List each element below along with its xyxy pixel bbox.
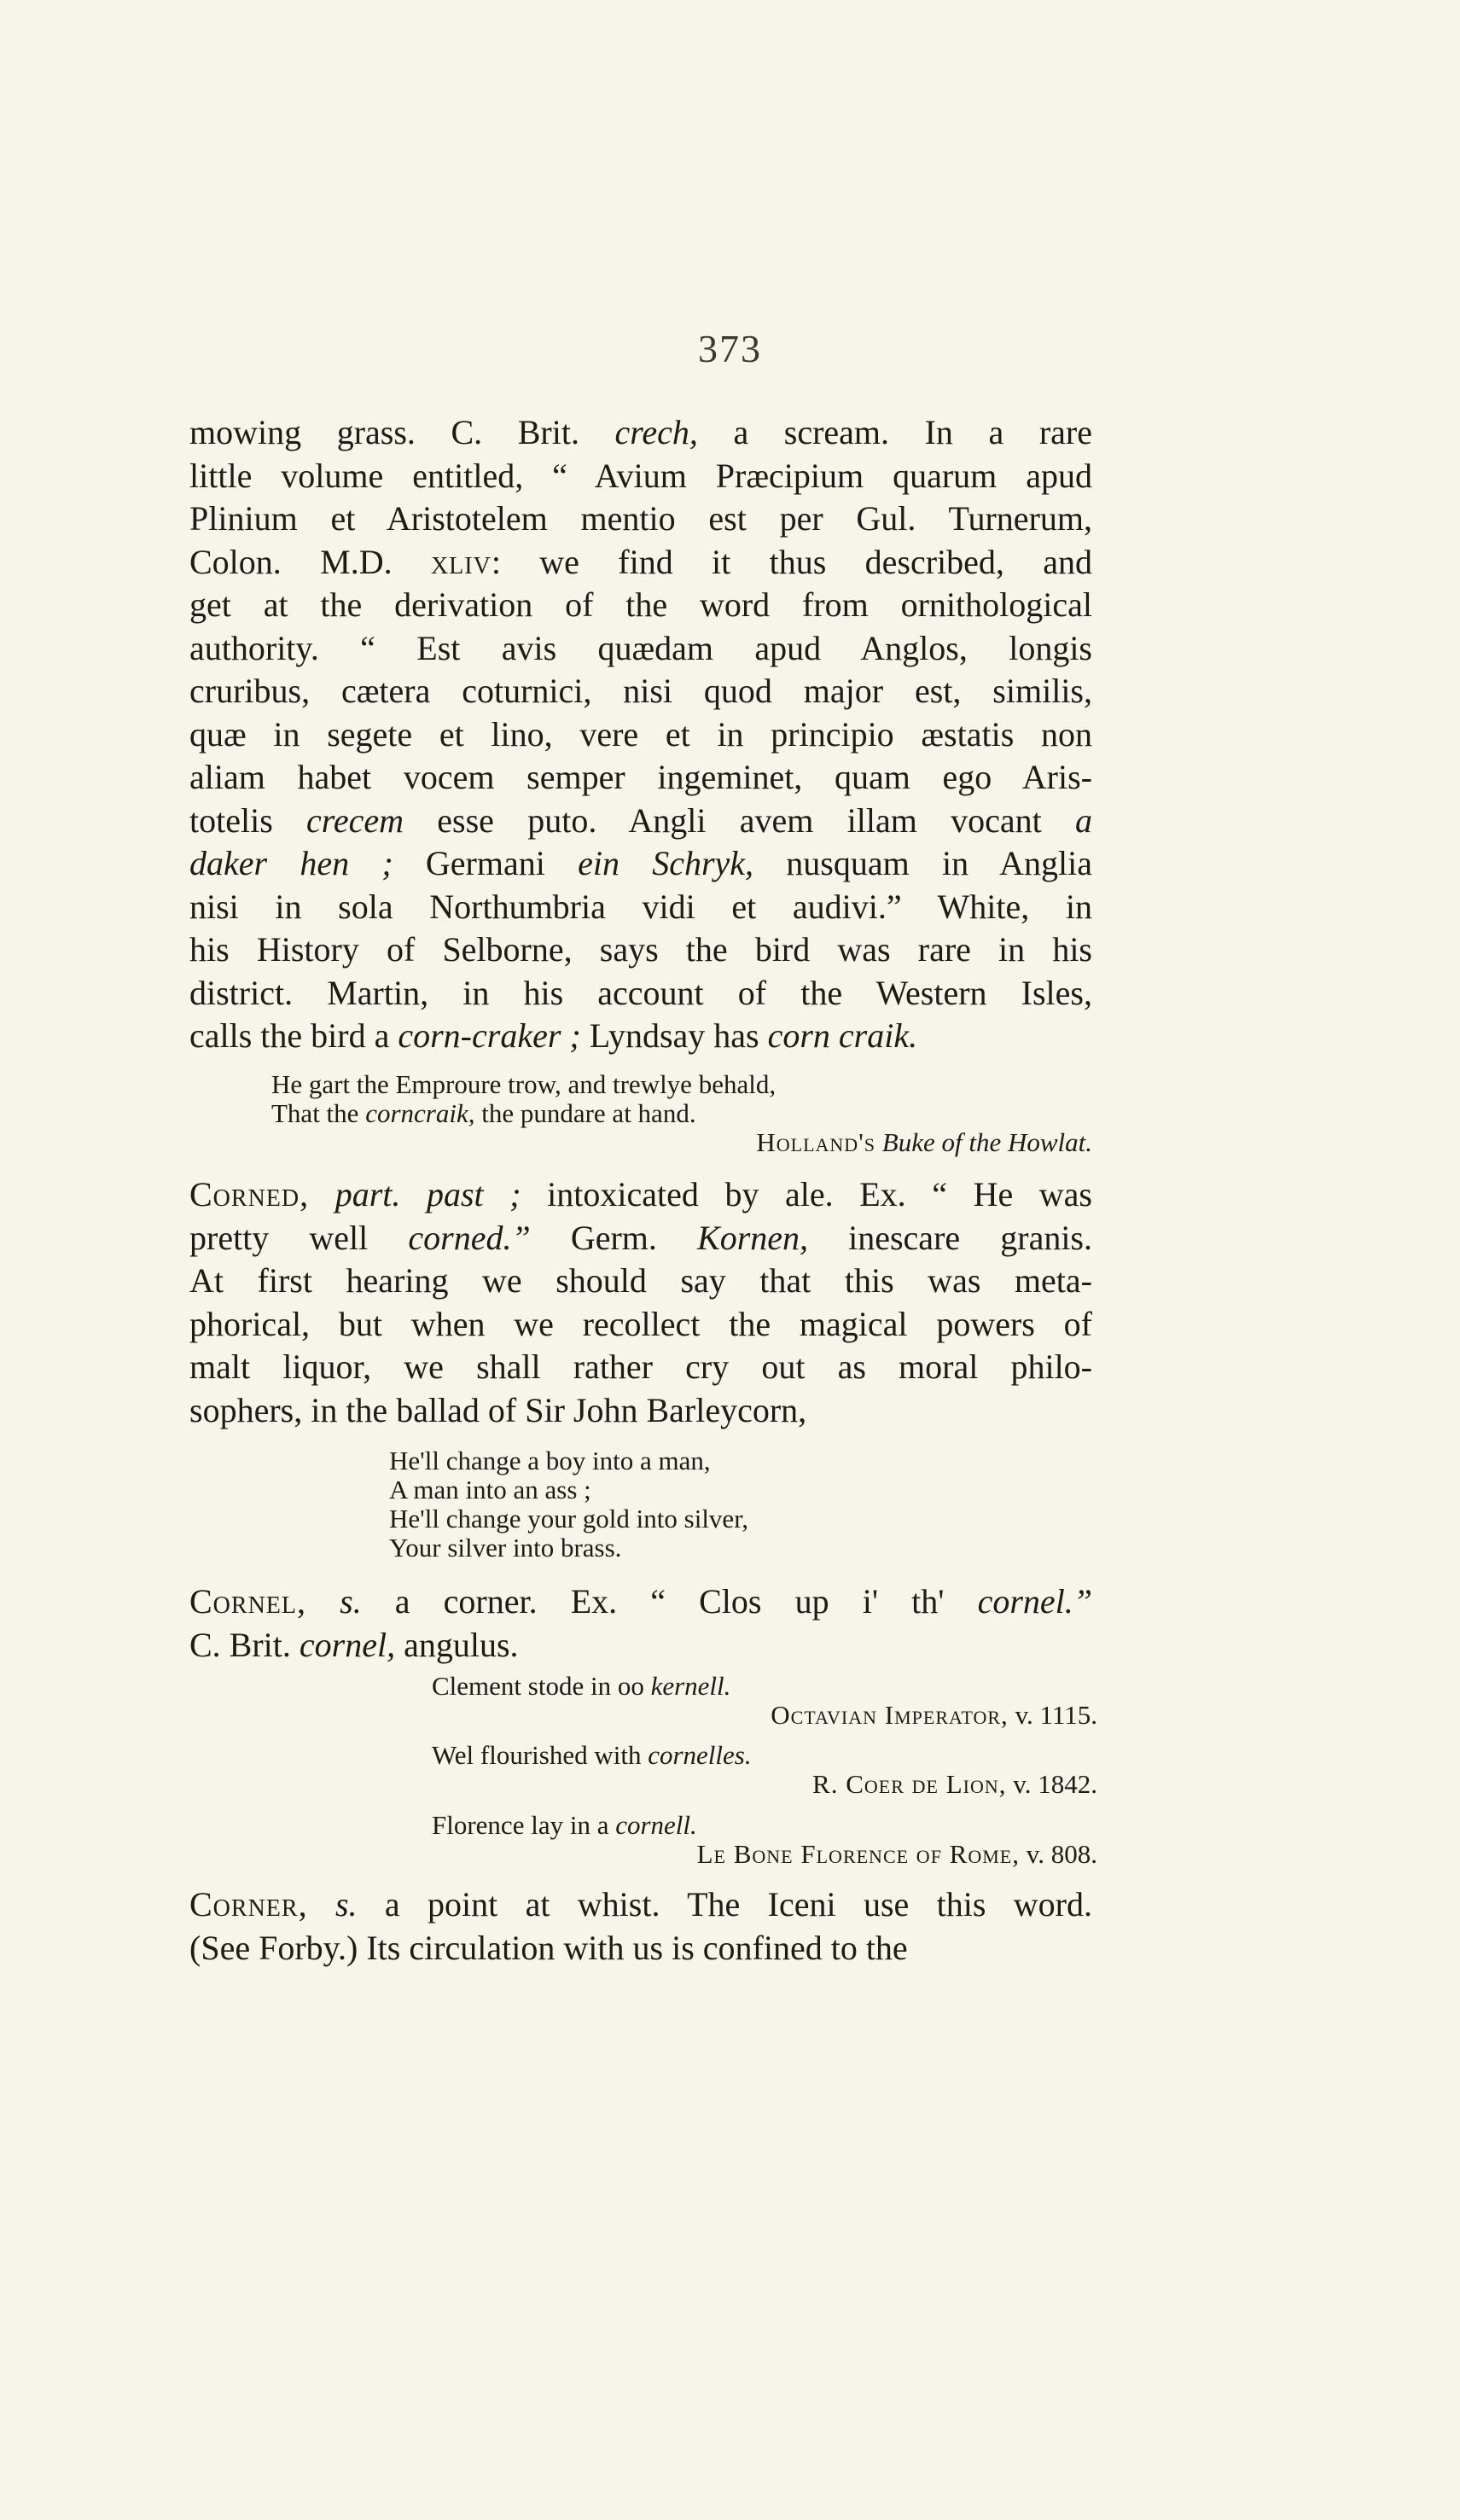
quotation-coer-de-lion: [432, 1741, 1097, 1799]
small-caps-text: Octavian Imperator,: [771, 1700, 1009, 1730]
text-line: quæ in segete et lino, vere et in principio æstatis non: [189, 714, 1092, 754]
small-caps-text: Corner,: [189, 1885, 308, 1923]
text-line: phorical, but when we recollect the magical powers of: [189, 1304, 1092, 1343]
text-line: calls the bird a corn-craker ; Lyndsay has corn craik.: [189, 1016, 918, 1055]
quote-lines: [271, 1070, 1092, 1128]
text-line: district. Martin, in his account of the Western Isles,: [189, 973, 1092, 1012]
text-line: At first hearing we should say that this was meta-: [189, 1261, 1092, 1300]
quote-source: Octavian Imperator, v. 1115.: [771, 1700, 1097, 1730]
quote-line: Clement stode in oo kernell.: [432, 1671, 731, 1701]
entry-corned: [189, 1173, 1092, 1432]
text-line: He'll change a boy into a man,: [389, 1446, 711, 1475]
text-line: sophers, in the ballad of Sir John Barleycorn,: [189, 1390, 807, 1429]
italic-text: a: [1075, 800, 1092, 840]
text-line: A man into an ass ;: [389, 1475, 591, 1504]
italic-text: ein Schryk,: [578, 844, 754, 882]
quotation-octavian: [432, 1672, 1097, 1730]
small-caps-text: Holland's: [756, 1127, 876, 1157]
text-line: his History of Selborne, says the bird was rare in his: [189, 930, 1092, 969]
small-caps-text: Cornel,: [189, 1582, 307, 1621]
text-line: mowing grass. C. Brit. crech, a scream. In a rare: [189, 413, 1092, 451]
italic-text: corncraik,: [365, 1098, 475, 1128]
italic-text: cornell.: [615, 1810, 697, 1840]
paragraph-corncrake: [189, 411, 1092, 1058]
text-line: Cornel, s. a corner. Ex. “ Clos up i' th' cornel.”: [189, 1582, 1092, 1621]
italic-text: kernell.: [650, 1671, 731, 1701]
text-line: Plinium et Aristotelem mentio est per Gul. Turnerum,: [189, 499, 1092, 538]
italic-text: cornelles.: [648, 1740, 752, 1770]
small-caps-text: Le Bone Florence of Rome,: [696, 1839, 1020, 1869]
text-line: Your silver into brass.: [389, 1533, 622, 1563]
italic-text: cornel,: [299, 1625, 396, 1664]
text-line: authority. “ Est avis quædam apud Anglos, longis: [189, 628, 1092, 667]
text-line: cruribus, cætera coturnici, nisi quod major est, similis,: [189, 672, 1092, 710]
text-line: totelis crecem esse puto. Angli avem illam vocant a: [189, 800, 1092, 840]
text-line: malt liquor, we shall rather cry out as moral philo-: [189, 1347, 1092, 1386]
italic-text: crecem: [306, 800, 404, 840]
italic-text: Kornen,: [697, 1218, 809, 1257]
small-caps-text: R. Coer de Lion,: [812, 1769, 1007, 1799]
small-caps-text: Corned,: [189, 1175, 310, 1213]
italic-text: corn-craker ;: [398, 1016, 581, 1055]
text-line: He'll change your gold into silver,: [389, 1504, 749, 1534]
text-line: That the corncraik, the pundare at hand.: [271, 1098, 696, 1128]
text-line: He gart the Emproure trow, and trewlye behald,: [271, 1069, 777, 1099]
entry-corner: [189, 1883, 1092, 1970]
text-line: little volume entitled, “ Avium Præcipium quarum apud: [189, 456, 1092, 495]
text-line: Colon. M.D. xliv: we find it thus described, and: [189, 542, 1092, 581]
italic-text: corn craik.: [767, 1016, 918, 1055]
text-line: C. Brit. cornel, angulus.: [189, 1625, 519, 1664]
italic-text: s.: [340, 1582, 362, 1621]
entry-cornel: [189, 1580, 1092, 1667]
italic-text: Buke of the Howlat.: [881, 1127, 1092, 1157]
italic-text: daker hen ;: [189, 844, 393, 882]
text-line: Corned, part. past ; intoxicated by ale. Ex. “ He was: [189, 1175, 1093, 1213]
text-line: daker hen ; Germani ein Schryk, nusquam in Anglia: [189, 844, 1092, 882]
italic-text: part. past ;: [334, 1175, 521, 1213]
italic-text: corned.”: [408, 1218, 531, 1257]
text-line: pretty well corned.” Germ. Kornen, inescare granis.: [189, 1218, 1092, 1257]
text-line: Corner, s. a point at whist. The Iceni use this word.: [189, 1885, 1092, 1923]
text-line: aliam habet vocem semper ingeminet, quam ego Aris-: [189, 758, 1092, 796]
page-number: 373: [698, 327, 762, 370]
text-line: (See Forby.) Its circulation with us is confined to the: [189, 1928, 908, 1967]
quote-source: R. Coer de Lion, v. 1842.: [812, 1769, 1097, 1799]
quotation-barleycorn: [389, 1446, 901, 1563]
italic-text: crech,: [614, 413, 698, 451]
italic-text: cornel.”: [977, 1582, 1092, 1621]
quote-source: [271, 1128, 1092, 1157]
quote-lines: [389, 1446, 901, 1563]
text-line: get at the derivation of the word from ornithological: [189, 585, 1092, 624]
quotation-florence: [432, 1811, 1097, 1869]
italic-text: s.: [334, 1885, 358, 1923]
quote-line: Wel flourished with cornelles.: [432, 1740, 752, 1770]
text-line: nisi in sola Northumbria vidi et audivi.” White, in: [189, 887, 1092, 926]
quotation-holland: [271, 1070, 1092, 1157]
quote-source: Le Bone Florence of Rome, v. 808.: [696, 1839, 1097, 1869]
small-caps-text: xliv: [430, 542, 492, 581]
quote-line: Florence lay in a cornell.: [432, 1810, 697, 1840]
